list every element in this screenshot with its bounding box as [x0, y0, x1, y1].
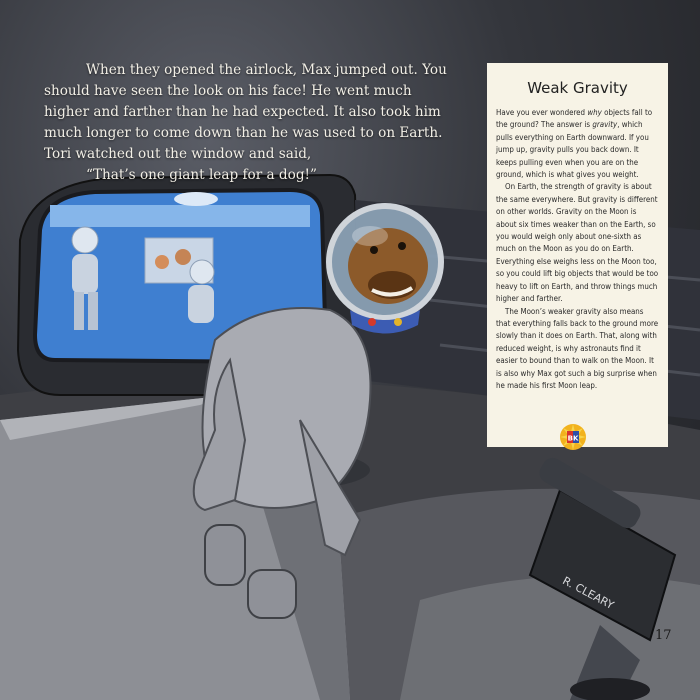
sidebar-body	[496, 107, 659, 392]
sidebar-paragraph-1	[496, 107, 659, 181]
story-quote: “That’s one giant leap for a dog!”	[86, 167, 317, 183]
sidebar-paragraph-2: On Earth, the strength of gravity is about the same everywhere. But gravity is different on other worlds. Gravity on the Moon is about six times weaker than on the Earth, so you would weigh only about one-sixth as much on the Moon as you do on Earth. Everything else weighs less on the Moon too, so you could lift big objects that would be too heavy to lift on Earth, and throw things much higher and farther.	[496, 182, 659, 304]
sidebar-text-span: objects fall to the ground? The answer is	[496, 108, 653, 130]
sidebar-paragraph-3: The Moon’s weaker gravity also means that everything falls back to the ground more slowly than it does on Earth. That, along with reduced weight, is why astronauts find it easier to bound than to walk on the Moon. It is also why Max got such a big surprise when he made his first Moon leap.	[496, 306, 659, 390]
sidebar-text-span: , which pulls everything on Earth downward. If you jump up, gravity pulls you back down. It keeps pulling even when you are on the ground, which is what gives you weight.	[496, 120, 649, 180]
sidebar-emphasis-why: why	[587, 108, 602, 117]
page-number: 17	[655, 628, 672, 643]
story-text	[44, 60, 454, 186]
sidebar-title: Weak Gravity	[527, 79, 628, 97]
sidebar-box	[487, 63, 668, 447]
story-paragraph: When they opened the airlock, Max jumped out. You should have seen the look on his face! He went much higher and farther than he had expected. It also took him much longer to come down than he was used to on Earth. Tori watched out the window and said,	[44, 62, 447, 162]
logo-letters: BK	[567, 434, 579, 443]
signature-text: R. CLEARY	[560, 574, 617, 612]
sidebar-emphasis-gravity: gravity	[592, 120, 618, 130]
sidebar-text-span: Have you ever wondered	[496, 108, 588, 117]
publisher-logo-icon	[558, 422, 588, 452]
